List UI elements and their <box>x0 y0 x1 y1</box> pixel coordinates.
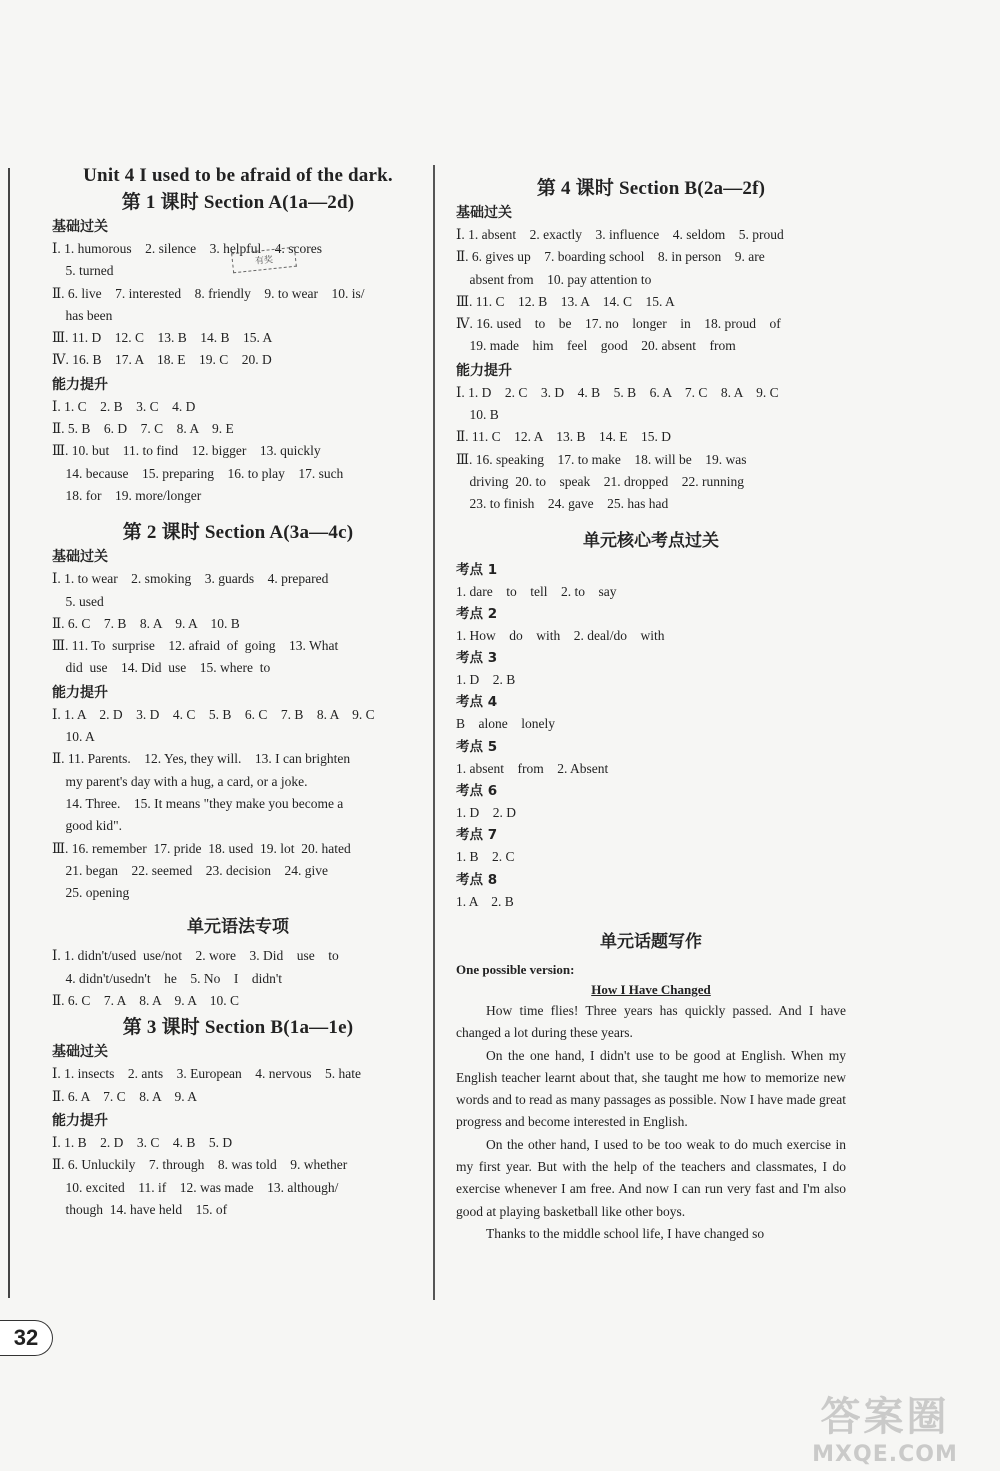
kaodian-label: 考点 5 <box>456 738 498 755</box>
lesson-2-basic <box>52 568 424 679</box>
answer-line: 25. opening <box>52 885 130 901</box>
answer-line: Ⅳ. 16. used to be 17. no longer in 18. proud of <box>456 316 781 332</box>
kaodian-answer: 1. D 2. D <box>456 805 516 821</box>
basic-label: 基础过关 <box>52 219 108 235</box>
grammar-title: 单元语法专项 <box>187 917 289 938</box>
answer-line: did use 14. Did use 15. where to <box>52 660 271 676</box>
answer-line: 5. used <box>52 593 104 609</box>
answer-line: Ⅱ. 6. C 7. A 8. A 9. A 10. C <box>52 993 239 1009</box>
answer-line: Ⅳ. 16. B 17. A 18. E 19. C 20. D <box>52 352 272 368</box>
answer-line: Ⅰ. 1. A 2. D 3. D 4. C 5. B 6. C 7. B 8. A 9. C <box>52 706 375 722</box>
lesson-4-title: 第 4 课时 Section B(2a—2f) <box>536 178 766 199</box>
column-divider <box>433 165 435 1300</box>
answer-line: 5. turned <box>52 263 114 279</box>
kaodian-answer: B alone lonely <box>456 716 555 732</box>
kaodian-label: 考点 7 <box>456 827 498 844</box>
answer-line: Ⅰ. 1. D 2. C 3. D 4. B 5. B 6. A 7. C 8. A 9. C <box>456 384 779 400</box>
answer-line: Ⅱ. 6. gives up 7. boarding school 8. in person 9. are <box>456 249 765 265</box>
essay-version-label: One possible version: <box>456 961 575 977</box>
kaodian-answer: 1. A 2. B <box>456 893 514 909</box>
basic-label: 基础过关 <box>456 205 512 221</box>
answer-line: Ⅱ. 6. A 7. C 8. A 9. A <box>52 1088 197 1104</box>
kaodian-label: 考点 3 <box>456 650 498 667</box>
basic-label: 基础过关 <box>52 549 108 566</box>
answer-line: Ⅰ. 1. B 2. D 3. C 4. B 5. D <box>52 1134 233 1150</box>
kaodian-answer: 1. D 2. B <box>456 672 516 688</box>
answer-line: Ⅲ. 11. To surprise 12. afraid of going 13. What <box>52 638 339 654</box>
answer-line: Ⅱ. 5. B 6. D 7. C 8. A 9. E <box>52 421 234 437</box>
answer-line: though 14. have held 15. of <box>52 1201 228 1217</box>
answer-line: absent from 10. pay attention to <box>456 271 652 287</box>
watermark-url: MXQE.COM <box>812 1442 958 1467</box>
answer-line: Ⅲ. 11. D 12. C 13. B 14. B 15. A <box>52 330 273 346</box>
core-points <box>456 559 846 913</box>
answer-line: Ⅱ. 11. Parents. 12. Yes, they will. 13. I can brighten <box>52 751 351 767</box>
answer-line: Ⅲ. 16. remember 17. pride 18. used 19. lot 20. hated <box>52 840 351 856</box>
answer-line: Ⅰ. 1. C 2. B 3. C 4. D <box>52 398 196 414</box>
page-number: 32 <box>0 1320 53 1356</box>
lesson-3-basic <box>52 1063 424 1108</box>
watermark-logo <box>800 1385 970 1465</box>
answer-line: 14. because 15. preparing 16. to play 17. such <box>52 465 344 481</box>
answer-line: my parent's day with a hug, a card, or a joke. <box>52 773 308 789</box>
kaodian-answer: 1. B 2. C <box>456 849 515 865</box>
answer-line: 23. to finish 24. gave 25. has had <box>456 496 669 512</box>
stamp: 有奖 <box>231 247 297 274</box>
kaodian-answer: 1. How do with 2. deal/do with <box>456 627 665 643</box>
answer-line: Ⅲ. 16. speaking 17. to make 18. will be 19. was <box>456 451 747 467</box>
lesson-2-title: 第 2 课时 Section A(3a—4c) <box>122 522 354 544</box>
lesson-4-basic <box>456 224 846 358</box>
answer-line: 4. didn't/usedn't he 5. No I didn't <box>52 970 283 986</box>
lesson-1-title: 第 1 课时 Section A(1a—2d) <box>121 192 355 213</box>
ability-label: 能力提升 <box>52 684 108 701</box>
watermark-text: 答案圈 <box>820 1394 950 1440</box>
answer-line: Ⅰ. 1. to wear 2. smoking 3. guards 4. prepared <box>52 571 329 587</box>
lesson-3-ability <box>52 1132 424 1221</box>
kaodian-label: 考点 8 <box>456 871 498 888</box>
answer-line: 18. for 19. more/longer <box>52 487 202 503</box>
writing-title: 单元话题写作 <box>600 931 702 952</box>
ability-label: 能力提升 <box>52 376 108 393</box>
lesson-4-ability <box>456 382 846 516</box>
kaodian-answer: 1. dare to tell 2. to say <box>456 583 617 599</box>
ability-label: 能力提升 <box>456 362 512 379</box>
answer-line: Ⅰ. 1. humorous 2. silence 3. helpful 4. scores <box>52 241 323 256</box>
answer-line: 10. B <box>456 407 499 423</box>
kaodian-answer: 1. absent from 2. Absent <box>456 760 609 776</box>
left-margin-rule <box>8 168 10 1298</box>
basic-label: 基础过关 <box>52 1044 108 1061</box>
answer-line: Ⅱ. 6. Unluckily 7. through 8. was told 9. whether <box>52 1157 348 1173</box>
lesson-3-title: 第 3 课时 Section B(1a—1e) <box>122 1017 354 1039</box>
answer-line: has been <box>52 307 113 323</box>
kaodian-label: 考点 6 <box>456 783 498 800</box>
answer-line: Ⅰ. 1. absent 2. exactly 3. influence 4. seldom 5. proud <box>456 227 784 242</box>
answer-line: 19. made him feel good 20. absent from <box>456 338 736 354</box>
ability-label: 能力提升 <box>52 1112 108 1129</box>
answer-line: Ⅰ. 1. insects 2. ants 3. European 4. nervous 5. hate <box>52 1066 362 1082</box>
left-column <box>52 165 424 1221</box>
answer-line: 10. A <box>52 729 95 745</box>
answer-line: Ⅲ. 11. C 12. B 13. A 14. C 15. A <box>456 293 675 309</box>
answer-line: Ⅱ. 6. live 7. interested 8. friendly 9. to wear 10. is/ <box>52 285 365 301</box>
essay-paragraph: On the one hand, I didn't use to be good at English. When my English teacher learnt about that, she taught me how to memorize new words and to read as many passages as possible. Now I have made great progress and become interested in English. <box>456 1047 846 1130</box>
essay-paragraph: On the other hand, I used to be too weak to do much exercise in my first year. But with the help of the teachers and classmates, I do exercise whenever I am free. And now I can run very fast and I'm also good at playing basketball like other boys. <box>456 1136 846 1219</box>
kaodian-label: 考点 4 <box>456 694 498 711</box>
grammar-answers <box>52 945 424 1012</box>
right-column <box>456 165 846 1245</box>
essay-paragraph: How time flies! Three years has quickly passed. And I have changed a lot during these years. <box>456 1002 846 1041</box>
answer-line: 21. began 22. seemed 23. decision 24. give <box>52 862 328 878</box>
essay-title: How I Have Changed <box>591 981 711 997</box>
answer-line: 10. excited 11. if 12. was made 13. although/ <box>52 1179 339 1195</box>
unit-title: Unit 4 I used to be afraid of the dark. <box>83 165 393 186</box>
core-title: 单元核心考点过关 <box>583 530 719 551</box>
kaodian-label: 考点 2 <box>456 605 498 622</box>
essay-paragraph: Thanks to the middle school life, I have changed so <box>486 1225 765 1241</box>
answer-line: Ⅱ. 11. C 12. A 13. B 14. E 15. D <box>456 429 671 445</box>
kaodian-label: 考点 1 <box>456 561 498 578</box>
answer-line: Ⅰ. 1. didn't/used use/not 2. wore 3. Did use to <box>52 948 339 964</box>
answer-line: good kid". <box>52 818 123 834</box>
lesson-2-ability <box>52 704 424 905</box>
answer-line: Ⅱ. 6. C 7. B 8. A 9. A 10. B <box>52 615 240 631</box>
answer-line: Ⅲ. 10. but 11. to find 12. bigger 13. quickly <box>52 443 321 459</box>
lesson-1-ability <box>52 396 424 507</box>
answer-line: driving 20. to speak 21. dropped 22. running <box>456 473 744 489</box>
answer-line: 14. Three. 15. It means "they make you become a <box>52 795 344 811</box>
